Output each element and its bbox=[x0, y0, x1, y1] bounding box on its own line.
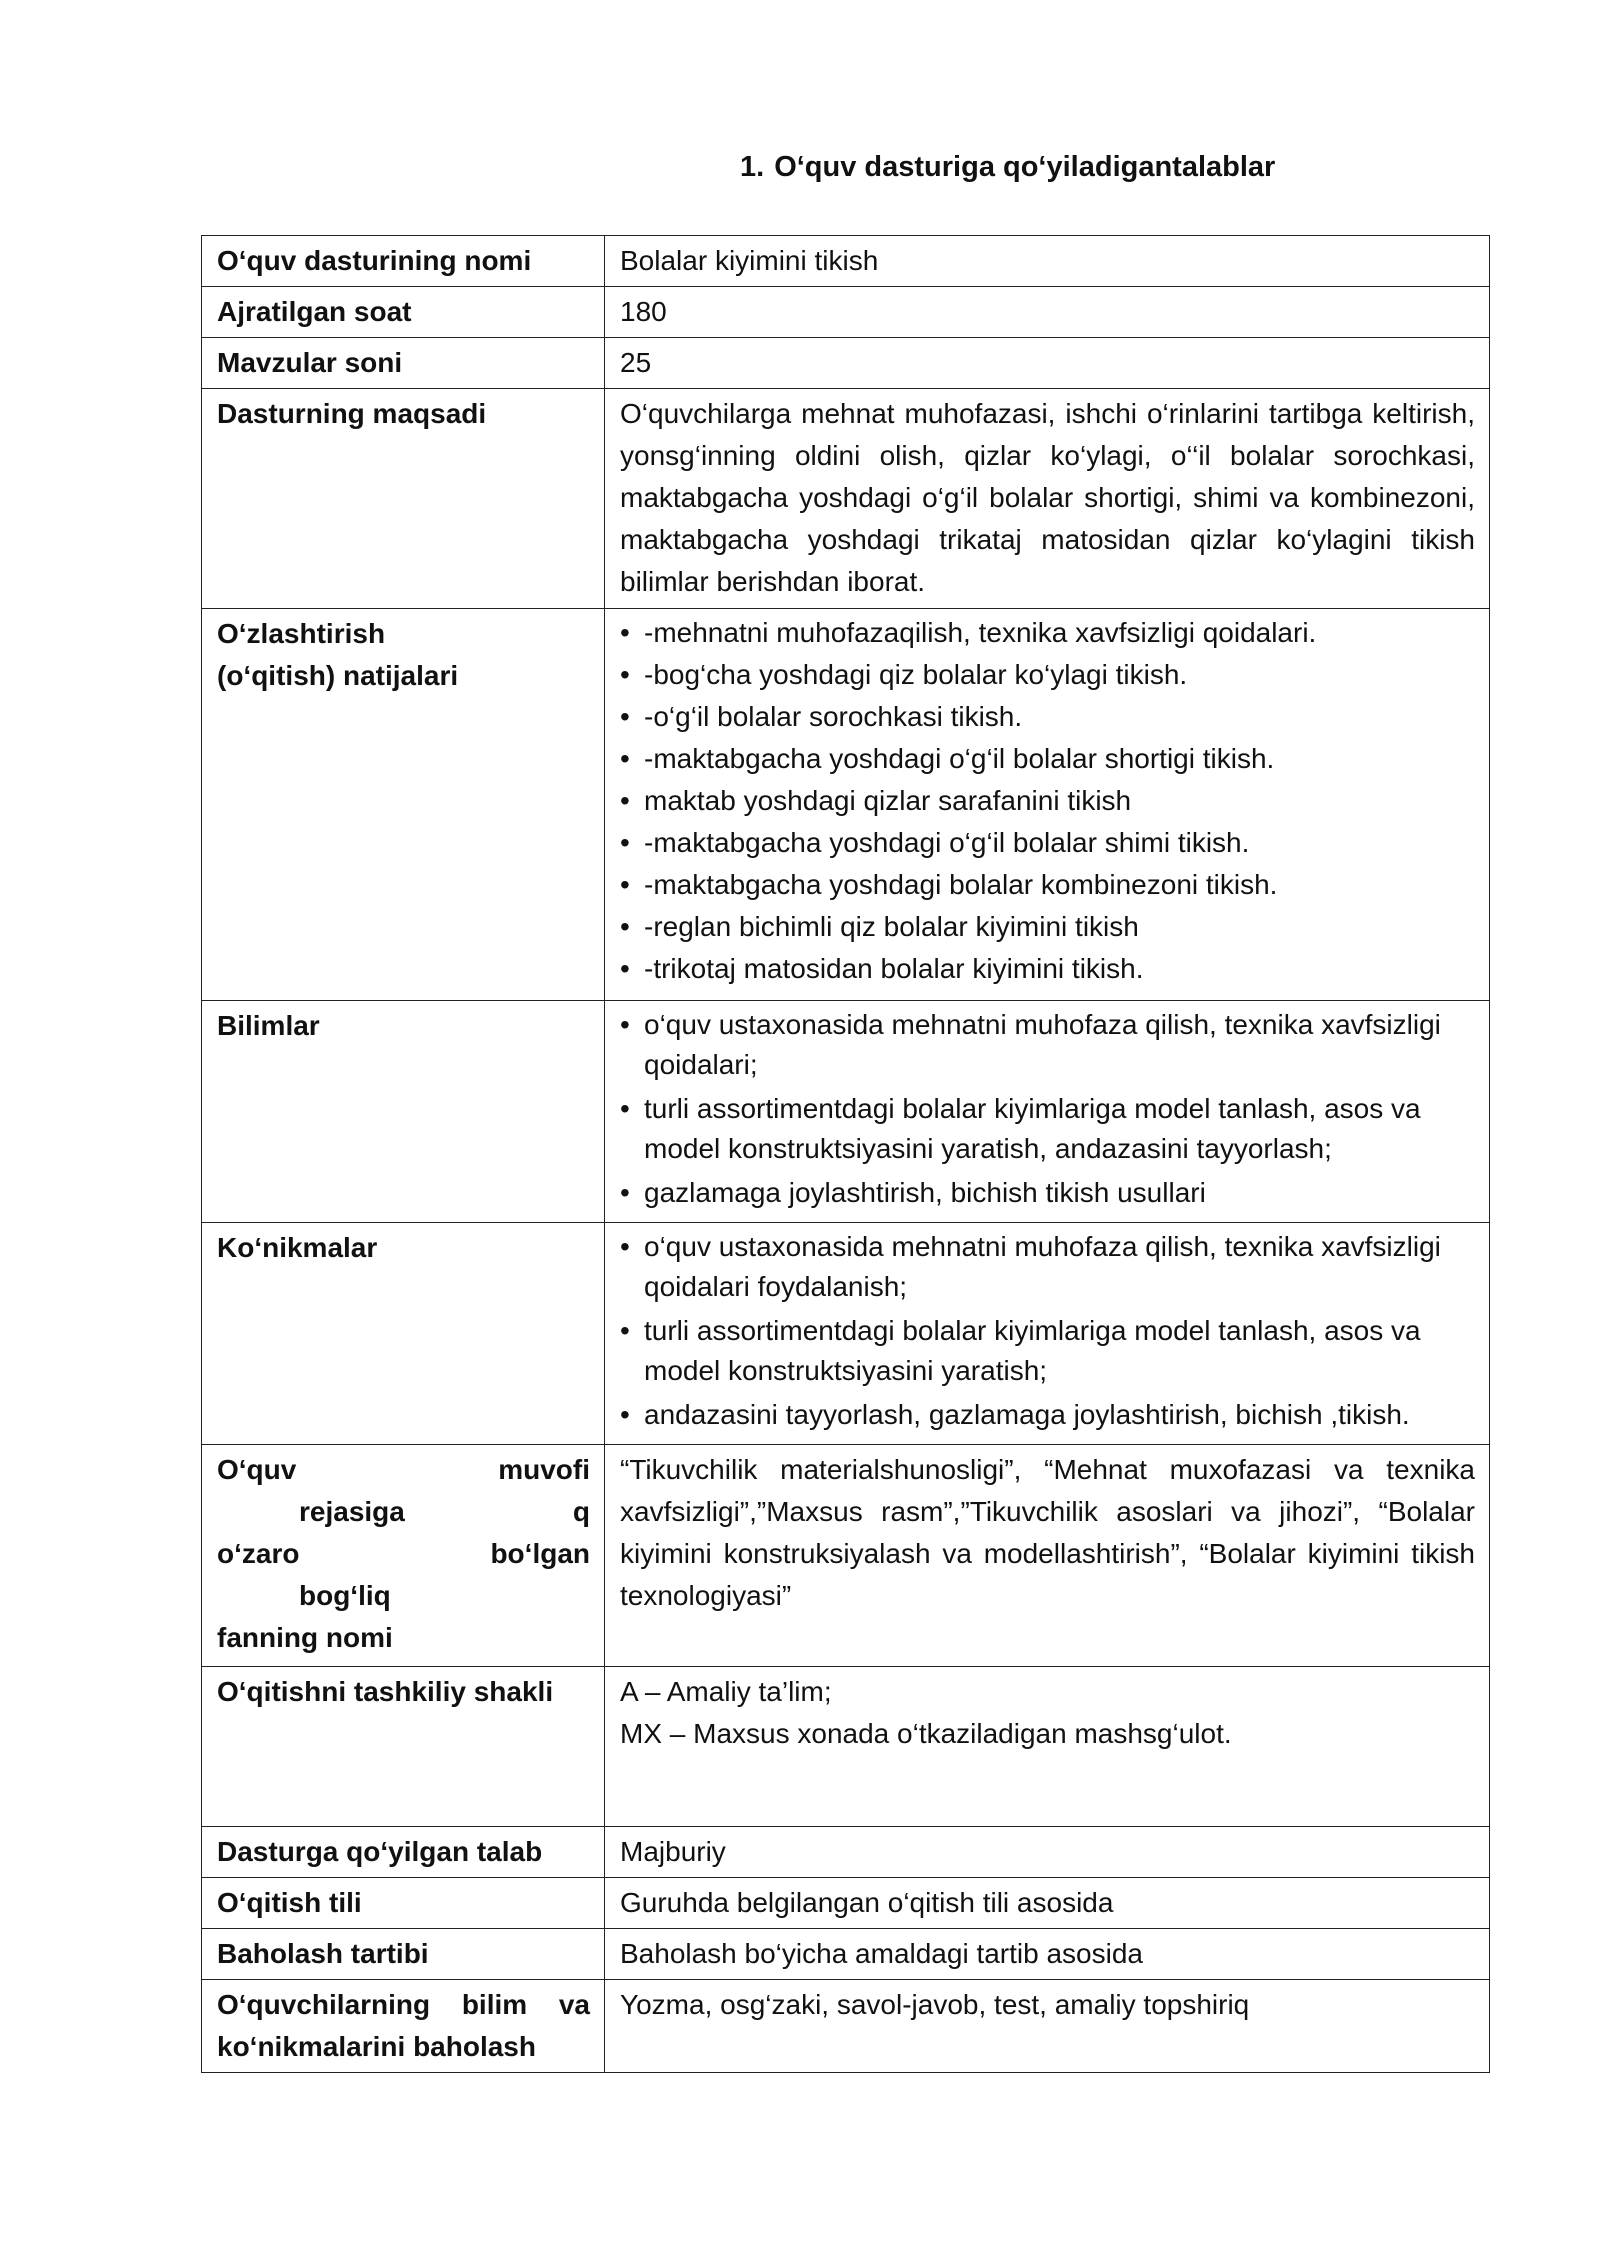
table-row-assessment bbox=[202, 1980, 1490, 2073]
table-row-grading bbox=[202, 1929, 1490, 1980]
table-row-program-name bbox=[202, 236, 1490, 287]
label-outcomes-line1: O‘zlashtirish bbox=[217, 618, 386, 649]
list-item: • turli assortimentdagi bolalar kiyimlariga model tanlash, asos va model konstruktsiyasini yaratish, andazasini tayyorlash; bbox=[620, 1089, 1475, 1169]
label-related-subjects bbox=[202, 1445, 605, 1667]
list-item: • -maktabgacha yoshdagi o‘g‘il bolalar shortigi tikish. bbox=[620, 739, 1475, 779]
label-topics: Mavzular soni bbox=[202, 338, 605, 389]
list-item: • o‘quv ustaxonasida mehnatni muhofaza qilish, texnika xavfsizligi qoidalari foydalanish; bbox=[620, 1227, 1475, 1307]
value-program-name: Bolalar kiyimini tikish bbox=[605, 236, 1490, 287]
value-form-line1: A – Amaliy ta’lim; bbox=[620, 1676, 832, 1707]
value-requirement: Majburiy bbox=[605, 1827, 1490, 1878]
table-row-topics bbox=[202, 338, 1490, 389]
list-item: • o‘quv ustaxonasida mehnatni muhofaza qilish, texnika xavfsizligi qoidalari; bbox=[620, 1005, 1475, 1085]
label-program-name: O‘quv dasturining nomi bbox=[202, 236, 605, 287]
label-word: o‘zaro bbox=[217, 1538, 300, 1569]
label-form: O‘qitishni tashkiliy shakli bbox=[202, 1667, 605, 1827]
requirements-table bbox=[201, 235, 1490, 2073]
value-hours: 180 bbox=[605, 287, 1490, 338]
label-word: rejasiga bbox=[299, 1496, 405, 1527]
list-item: • -trikotaj matosidan bolalar kiyimini tikish. bbox=[620, 949, 1475, 989]
table-row-form bbox=[202, 1667, 1490, 1827]
label-word: q bbox=[572, 1496, 590, 1527]
list-item: • -mehnatni muhofazaqilish, texnika xavfsizligi qoidalari. bbox=[620, 613, 1475, 653]
table-row-language bbox=[202, 1878, 1490, 1929]
label-skills: Ko‘nikmalar bbox=[202, 1223, 605, 1445]
knowledge-list bbox=[620, 1005, 1475, 1213]
label-word: O‘quv bbox=[217, 1454, 297, 1485]
list-item: • -maktabgacha yoshdagi o‘g‘il bolalar shimi tikish. bbox=[620, 823, 1475, 863]
section-title: O‘quv dasturiga qo‘yiladigantalablar bbox=[774, 151, 1276, 183]
list-item: • gazlamaga joylashtirish, bichish tikish usullari bbox=[620, 1173, 1475, 1213]
label-knowledge: Bilimlar bbox=[202, 1001, 605, 1223]
table-row-hours bbox=[202, 287, 1490, 338]
label-goal: Dasturning maqsadi bbox=[202, 389, 605, 609]
label-language: O‘qitish tili bbox=[202, 1878, 605, 1929]
list-item: • -o‘g‘il bolalar sorochkasi tikish. bbox=[620, 697, 1475, 737]
label-related-line1 bbox=[217, 1449, 590, 1491]
label-related-line5: fanning nomi bbox=[217, 1622, 393, 1653]
label-assessment-line1 bbox=[217, 1984, 590, 2026]
label-related-line4: bog‘liq bbox=[299, 1580, 391, 1611]
label-grading: Baholash tartibi bbox=[202, 1929, 605, 1980]
value-knowledge bbox=[605, 1001, 1490, 1223]
value-language: Guruhda belgilangan o‘qitish tili asosida bbox=[605, 1878, 1490, 1929]
label-word: va bbox=[558, 1989, 590, 2020]
value-form bbox=[605, 1667, 1490, 1827]
label-related-line3 bbox=[217, 1533, 590, 1575]
label-word: O‘quvchilarning bbox=[217, 1989, 431, 2020]
outcomes-list bbox=[620, 613, 1475, 989]
list-item: • -reglan bichimli qiz bolalar kiyimini tikish bbox=[620, 907, 1475, 947]
skills-list bbox=[620, 1227, 1475, 1435]
label-assessment bbox=[202, 1980, 605, 2073]
table-row-related-subjects bbox=[202, 1445, 1490, 1667]
label-outcomes bbox=[202, 609, 605, 1001]
list-item: • turli assortimentdagi bolalar kiyimlariga model tanlash, asos va model konstruktsiyasini yaratish; bbox=[620, 1311, 1475, 1391]
label-word: bilim bbox=[461, 1989, 528, 2020]
section-number: 1. bbox=[740, 151, 765, 183]
value-topics: 25 bbox=[605, 338, 1490, 389]
label-assessment-line2: ko‘nikmalarini baholash bbox=[217, 2031, 536, 2062]
value-related-subjects: “Tikuvchilik materialshunosligi”, “Mehnat muxofazasi va texnika xavfsizligi”,”Maxsus rasm”,”Tikuvchilik asoslari va jihozi”, “Bolalar kiyimini konstruksiyalash va modellashtirish”, “Bolalar kiyimini tikish texnologiyasi” bbox=[605, 1445, 1490, 1667]
value-goal: O‘quvchilarga mehnat muhofazasi, ishchi o‘rinlarini tartibga keltirish, yonsg‘inning oldini olish, qizlar ko‘ylagi, o‘‘il bolalar sorochkasi, maktabgacha yoshdagi o‘g‘il bolalar shortigi, shimi va kombinezoni, maktabgacha yoshdagi trikataj matosidan qizlar ko‘ylagini tikish bilimlar berishdan iborat. bbox=[605, 389, 1490, 609]
label-word: muvofi bbox=[498, 1454, 590, 1485]
label-word: bo‘lgan bbox=[490, 1538, 590, 1569]
list-item: • maktab yoshdagi qizlar sarafanini tikish bbox=[620, 781, 1475, 821]
list-item: • andazasini tayyorlash, gazlamaga joylashtirish, bichish ,tikish. bbox=[620, 1395, 1475, 1435]
table-row-goal bbox=[202, 389, 1490, 609]
section-heading bbox=[0, 150, 1600, 185]
label-related-line2 bbox=[217, 1491, 590, 1533]
label-outcomes-line2: (o‘qitish) natijalari bbox=[217, 660, 459, 691]
list-item: • -maktabgacha yoshdagi bolalar kombinezoni tikish. bbox=[620, 865, 1475, 905]
table-row-requirement bbox=[202, 1827, 1490, 1878]
value-outcomes bbox=[605, 609, 1490, 1001]
value-assessment: Yozma, osg‘zaki, savol-javob, test, amaliy topshiriq bbox=[605, 1980, 1490, 2073]
table-row-outcomes bbox=[202, 609, 1490, 1001]
label-requirement: Dasturga qo‘yilgan talab bbox=[202, 1827, 605, 1878]
value-grading: Baholash bo‘yicha amaldagi tartib asosida bbox=[605, 1929, 1490, 1980]
value-form-line2: MX – Maxsus xonada o‘tkaziladigan mashsg‘ulot. bbox=[620, 1718, 1232, 1749]
list-item: • -bog‘cha yoshdagi qiz bolalar ko‘ylagi tikish. bbox=[620, 655, 1475, 695]
label-hours: Ajratilgan soat bbox=[202, 287, 605, 338]
table-row-knowledge bbox=[202, 1001, 1490, 1223]
value-skills bbox=[605, 1223, 1490, 1445]
table-row-skills bbox=[202, 1223, 1490, 1445]
